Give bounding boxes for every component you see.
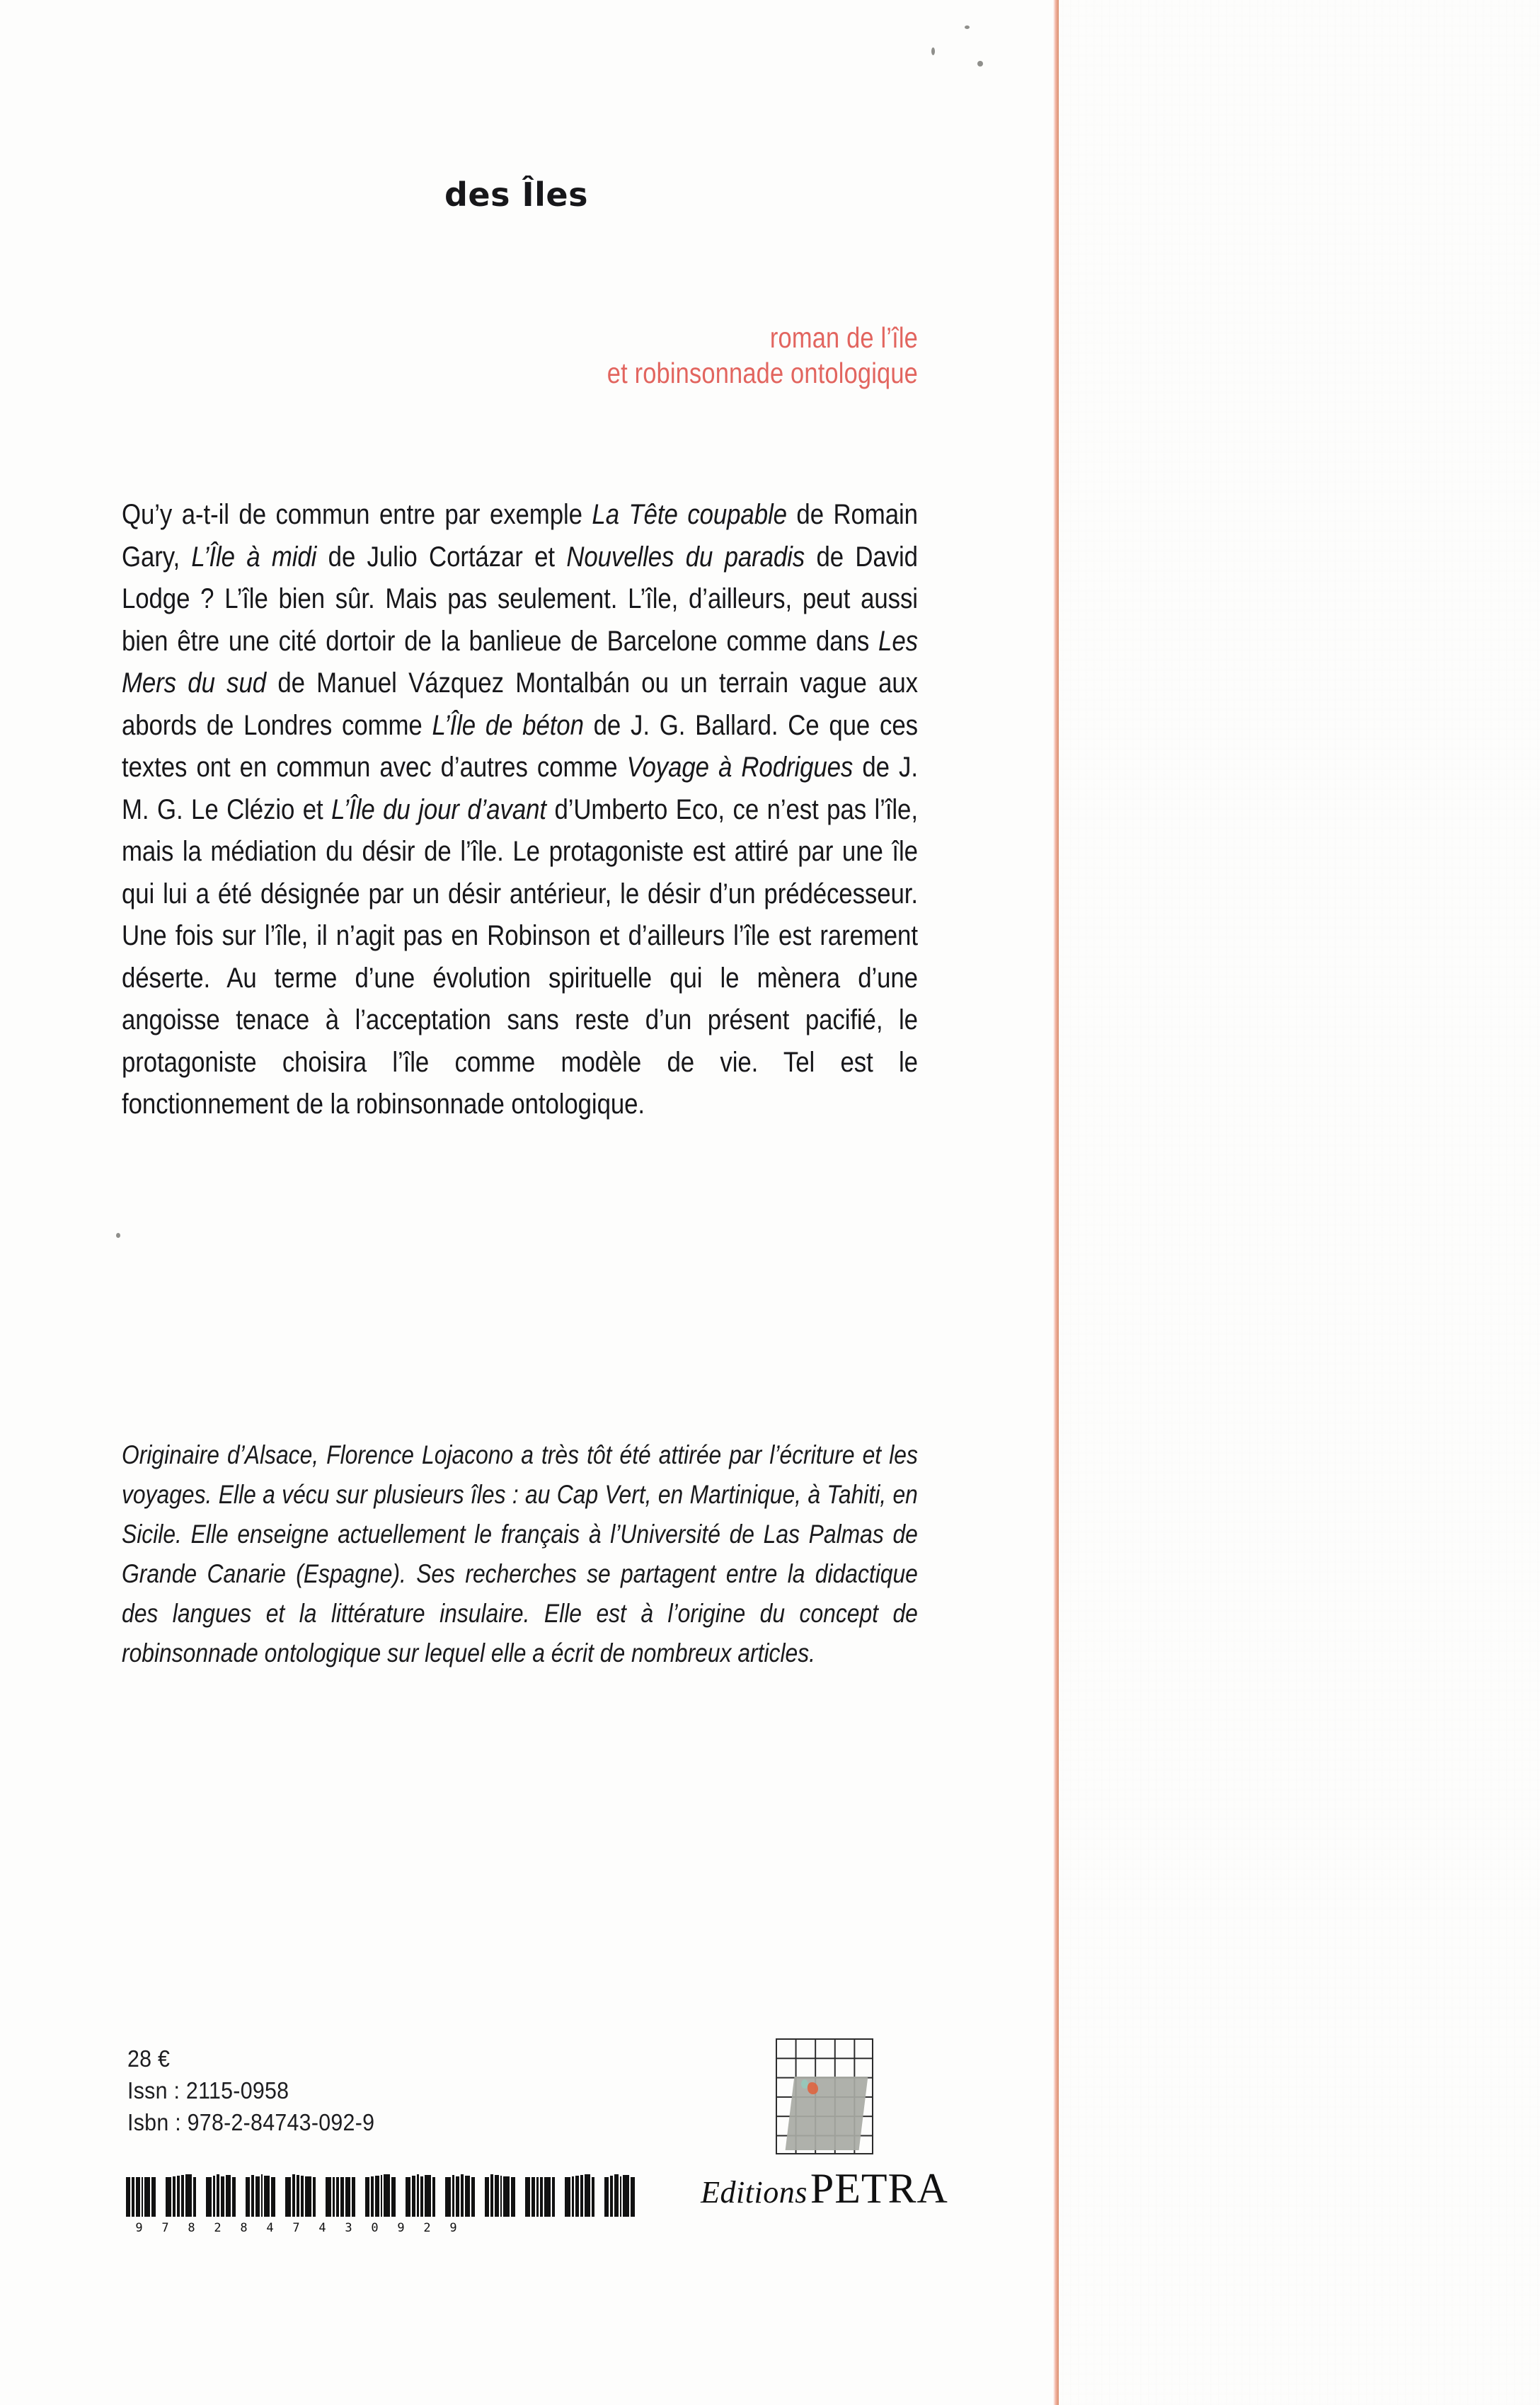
issn-line: Issn : 2115-0958 <box>127 2077 289 2103</box>
barcode-bar <box>144 2177 150 2217</box>
publisher-brand: PETRA <box>810 2165 948 2212</box>
barcode-digit: 7 <box>292 2221 300 2235</box>
barcode-bar <box>623 2175 628 2217</box>
isbn-barcode <box>126 2167 645 2235</box>
barcode-bar <box>285 2177 290 2217</box>
barcode-bar <box>185 2174 192 2217</box>
grey-slab-shape <box>786 2077 868 2150</box>
barcode-bar <box>552 2177 555 2217</box>
barcode-bar <box>365 2177 369 2217</box>
spine-color-band <box>1055 0 1540 2405</box>
barcode-bar <box>151 2177 156 2217</box>
barcode-bar <box>264 2176 270 2217</box>
publisher-prefix: Editions <box>701 2175 808 2210</box>
barcode-bar <box>326 2177 331 2217</box>
barcode-group <box>126 2177 157 2217</box>
barcode-digit: 7 <box>161 2221 169 2235</box>
barcode-bar <box>452 2175 454 2217</box>
barcode-digit: 9 <box>135 2221 143 2235</box>
barcode-bar <box>536 2177 539 2217</box>
barcode-bar <box>500 2176 502 2217</box>
genre-subtitle-line-2: et robinsonnade ontologique <box>607 357 918 389</box>
barcode-bar <box>420 2176 423 2217</box>
author-biography: Originaire d’Alsace, Florence Lojacono a très tôt été attirée par l’écriture et les voyages. Elle a vécu sur plusieurs îles : au Cap Vert, en Martinique, à Tahiti, en Sicile. Elle enseigne actuellement le français à l’Université de Las Palmas de Grande Canarie (Espagne). Ses recherches se partagent entre la didactique des langues et la littérature insulaire. Elle est à l’origine du concept de robinsonnade ontologique sur lequel elle a écrit de nombreux articles. <box>122 1440 918 1668</box>
barcode-bar <box>485 2177 489 2217</box>
barcode-bar <box>352 2177 355 2217</box>
barcode-bar <box>301 2176 304 2217</box>
barcode-bar <box>540 2177 543 2217</box>
barcode-bar <box>345 2177 350 2217</box>
barcode-bar <box>292 2174 296 2217</box>
barcode-bar <box>544 2177 551 2217</box>
barcode-bar <box>132 2177 134 2217</box>
barcode-bar <box>251 2175 254 2217</box>
barcode-bar <box>531 2177 535 2217</box>
barcode-group <box>485 2174 516 2217</box>
barcode-digit: 9 <box>449 2221 457 2235</box>
barcode-group <box>285 2174 316 2217</box>
barcode-bar <box>456 2176 459 2217</box>
barcode-bar <box>572 2176 573 2217</box>
barcode-bar <box>461 2174 464 2217</box>
barcode-bar <box>261 2174 263 2217</box>
barcode-bar <box>471 2177 475 2217</box>
publisher-logo-block <box>683 2038 966 2213</box>
price-line: 28 € <box>127 2045 171 2072</box>
barcode-bar <box>246 2177 250 2217</box>
barcode-bar <box>417 2174 420 2217</box>
barcode-bar <box>226 2175 231 2217</box>
barcode-bar <box>503 2176 509 2217</box>
barcode-bar <box>391 2177 396 2217</box>
barcode-bar <box>384 2174 389 2217</box>
publisher-name <box>683 2164 966 2213</box>
barcode-bar <box>340 2177 344 2217</box>
barcode-bar <box>126 2177 130 2217</box>
barcode-digit: 4 <box>266 2221 274 2235</box>
barcode-digit: 2 <box>423 2221 431 2235</box>
scan-speck <box>116 1233 120 1238</box>
barcode-group <box>166 2174 197 2217</box>
barcode-bar <box>305 2176 312 2217</box>
spine-paper-texture <box>1055 0 1540 2405</box>
spine-fold-edge <box>1053 0 1059 2405</box>
barcode-bar <box>511 2177 515 2217</box>
genre-subtitle <box>249 320 918 391</box>
barcode-bar <box>173 2176 176 2217</box>
barcode-bar <box>271 2177 275 2217</box>
barcode-bar <box>381 2175 382 2217</box>
colophon-block <box>127 2043 374 2138</box>
barcode-group <box>565 2174 596 2217</box>
barcode-bar <box>565 2177 570 2217</box>
barcode-bar <box>333 2177 334 2217</box>
barcode-bar <box>425 2175 432 2217</box>
barcode-bar <box>142 2177 143 2217</box>
barcode-bar <box>255 2176 260 2217</box>
barcode-bar <box>177 2176 180 2217</box>
barcode-digit: 0 <box>371 2221 379 2235</box>
barcode-digit: 3 <box>345 2221 352 2235</box>
barcode-group <box>206 2174 237 2217</box>
barcode-bar <box>604 2177 609 2217</box>
barcode-digit: 2 <box>214 2221 222 2235</box>
barcode-bar <box>221 2176 224 2217</box>
barcode-bar <box>585 2174 590 2217</box>
barcode-group <box>525 2177 556 2217</box>
barcode-bar <box>136 2177 140 2217</box>
barcode-bar <box>592 2177 595 2217</box>
barcode-bar <box>206 2177 212 2217</box>
barcode-bar <box>181 2175 184 2217</box>
barcode-digit: 4 <box>318 2221 326 2235</box>
series-title: des Îles <box>444 176 588 214</box>
barcode-group <box>406 2174 437 2217</box>
barcode-bar <box>166 2177 171 2217</box>
barcode-digit: 9 <box>397 2221 405 2235</box>
barcode-bar <box>232 2177 236 2217</box>
barcode-bar <box>213 2176 214 2217</box>
barcode-bar <box>575 2176 579 2217</box>
barcode-bar <box>375 2176 379 2217</box>
scan-speck <box>977 61 983 67</box>
barcode-bar <box>313 2177 316 2217</box>
barcode-bar <box>336 2177 340 2217</box>
scan-speck <box>965 25 970 29</box>
barcode-bar <box>465 2176 470 2217</box>
barcode-bar <box>614 2174 619 2217</box>
barcode-bar <box>620 2176 621 2217</box>
petra-grid-icon <box>776 2038 873 2154</box>
red-accent-dot <box>808 2082 818 2094</box>
barcode-digits <box>126 2221 645 2235</box>
barcode-bar <box>297 2175 299 2217</box>
barcode-bar <box>412 2176 415 2217</box>
barcode-bar <box>193 2177 196 2217</box>
barcode-bar <box>631 2177 635 2217</box>
barcode-bars <box>126 2167 645 2217</box>
barcode-bar <box>371 2176 374 2217</box>
back-cover-blurb: Qu’y a-t-il de commun entre par exemple La Tête coupable de Romain Gary, L’Île à midi de Julio Cortázar et Nouvelles du paradis de David Lodge ? L’île bien sûr. Mais pas seulement. L’île, d’ailleurs, peut aussi bien être une cité dortoir de la banlieue de Barcelone comme dans Les Mers du sud de Manuel Vázquez Montalbán ou un terrain vague aux abords de Londres comme L’Île de béton de J. G. Ballard. Ce que ces textes ont en commun avec d’autres comme Voyage à Rodrigues de J. M. G. Le Clézio et L’Île du jour d’avant d’Umberto Eco, ce n’est pas l’île, mais la médiation du désir de l’île. Le protagoniste est attiré par une île qui lui a été désignée par un désir antérieur, le désir d’un prédécesseur. Une fois sur l’île, il n’agit pas en Robinson et d’ailleurs l’île est rarement déserte. Au terme d’une évolution spirituelle qui le mènera d’une angoisse tenace à l’acceptation sans reste d’un présent pacifié, le protagoniste choisira l’île comme modèle de vie. Tel est le fonctionnement de la robinsonnade ontologique. <box>122 499 918 1120</box>
barcode-bar <box>525 2177 530 2217</box>
isbn-line: Isbn : 978-2-84743-092-9 <box>127 2109 375 2135</box>
barcode-digit: 8 <box>188 2221 195 2235</box>
barcode-group <box>326 2177 357 2217</box>
barcode-group <box>365 2174 396 2217</box>
barcode-bar <box>495 2175 499 2217</box>
barcode-bar <box>432 2177 435 2217</box>
barcode-group <box>246 2174 277 2217</box>
barcode-bar <box>445 2177 451 2217</box>
barcode-bar <box>610 2176 613 2217</box>
barcode-digit: 8 <box>240 2221 248 2235</box>
genre-subtitle-line-1: roman de l’île <box>769 321 918 354</box>
scan-speck <box>931 47 935 55</box>
barcode-bar <box>580 2175 584 2217</box>
barcode-bar <box>490 2174 493 2217</box>
barcode-bar <box>217 2174 220 2217</box>
barcode-group <box>604 2174 636 2217</box>
barcode-group <box>445 2174 476 2217</box>
barcode-bar <box>406 2177 410 2217</box>
